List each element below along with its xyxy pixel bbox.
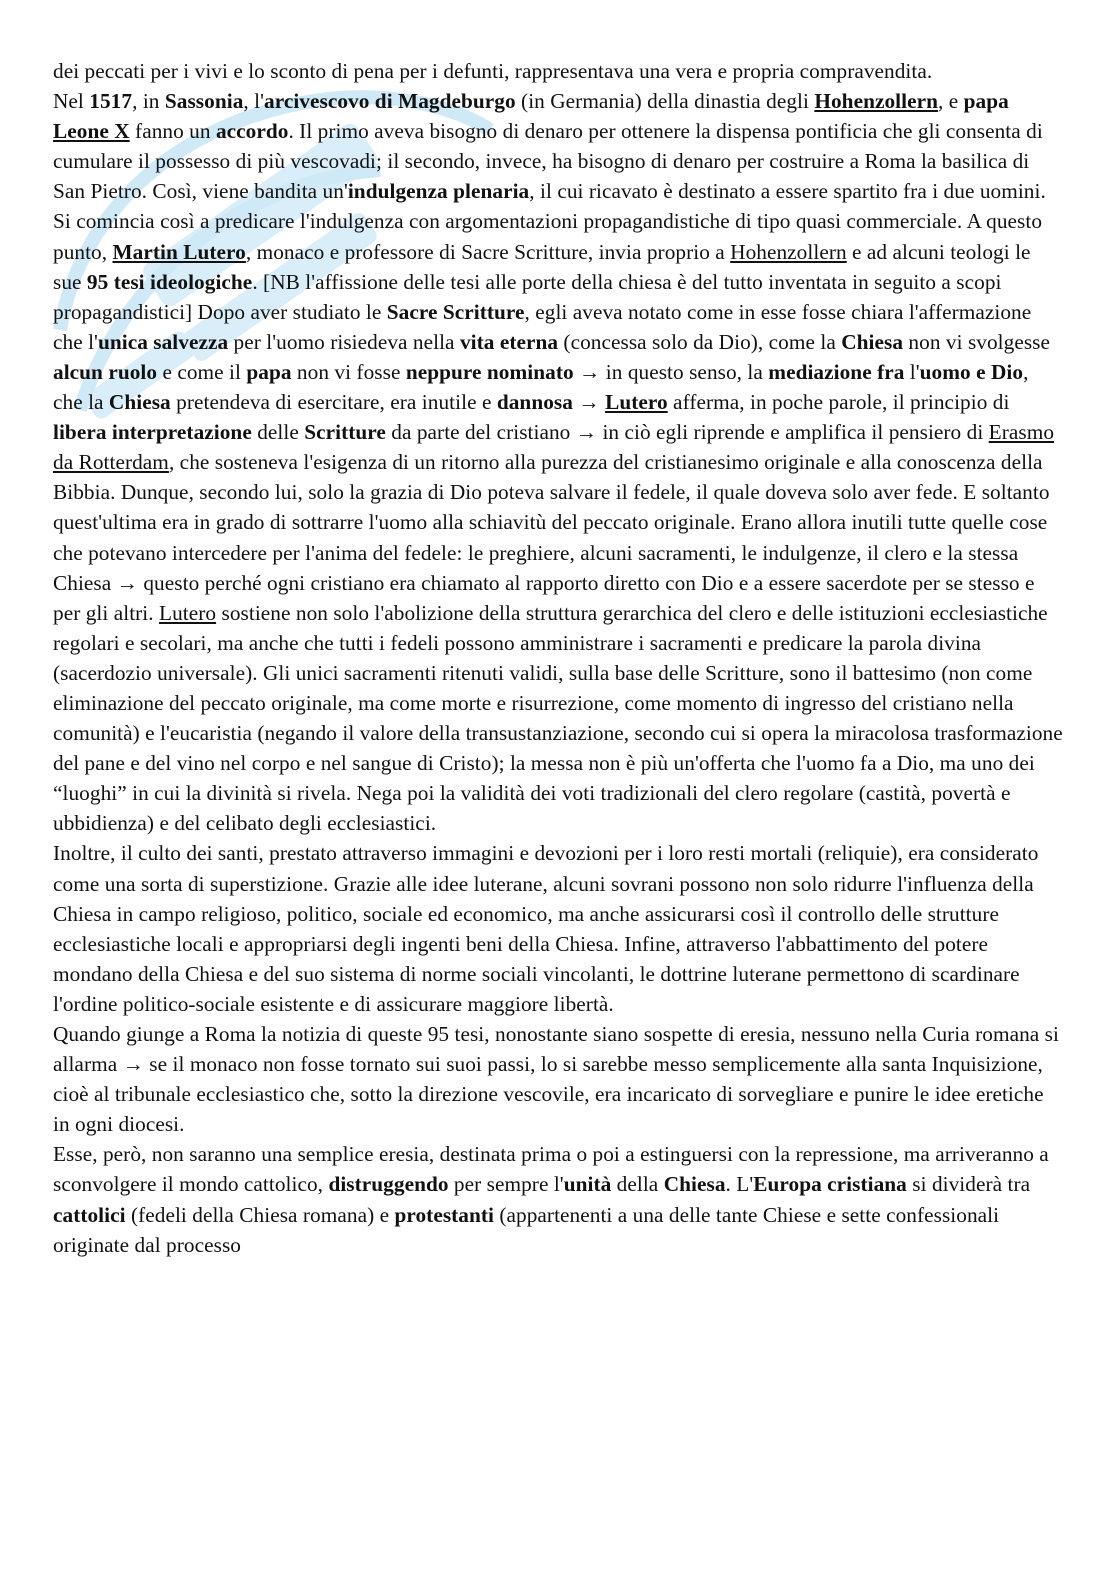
bold-underlined-term: Hohenzollern [814, 89, 938, 114]
text-run: → in questo senso, la [573, 359, 769, 384]
bold-term: vita eterna [459, 329, 559, 354]
text-run: . Il primo aveva bisogno di denaro per ottenere la dispensa pontificia che gli consenta di cumulare il possesso di più vescovadi; il secondo, invece, ha bisogno di denaro per costruire a Roma la basilica di San Pietro. Così, viene bandita un' [53, 119, 1043, 204]
bold-term: neppure nominato [405, 359, 574, 384]
bold-term: Sacre Scritture [386, 299, 525, 324]
bold-term: distruggendo [328, 1172, 449, 1197]
text-run: , l' [243, 89, 265, 114]
text-run: (concessa solo da Dio), come la [558, 329, 842, 354]
text-run: pretendeva di esercitare, era inutile e [170, 390, 497, 415]
bold-underlined-term: Martin Lutero [112, 239, 246, 264]
paragraph [53, 86, 1063, 838]
bold-term: Chiesa [663, 1172, 726, 1197]
bold-term: Scritture [304, 420, 386, 445]
text-run: per l'uomo risiedeva nella [228, 329, 460, 354]
document-body [53, 56, 1063, 1260]
bold-term: protestanti [394, 1202, 495, 1227]
text-run: , egli aveva notato come in esse fosse chiara l'affermazione che l' [53, 299, 1032, 354]
paragraph [53, 1139, 1063, 1259]
text-run: fanno un [129, 119, 216, 144]
bold-term: cattolici [53, 1202, 126, 1227]
text-run: , che sosteneva l'esigenza di un ritorno alla purezza del cristianesimo originale e alla conoscenza della Bibbia. Dunque, secondo lui, solo la grazia di Dio poteva salvare il fedele, il quale doveva solo aver fede. E soltanto quest'ultima era in grado di sottrarre l'uomo alla schiavitù del peccato originale. Erano allora inutili tutte quelle cose che potevano intercedere per l'anima del fedele: le preghiere, alcuni sacramenti, le indulgenze, il clero e la stessa Chiesa → questo perché ogni cristiano era chiamato al rapporto diretto con Dio e a essere sacerdote per se stesso e per gli altri. [53, 450, 1050, 625]
text-run: sostiene non solo l'abolizione della struttura gerarchica del clero e delle istituzioni ecclesiastiche regolari e secolari, ma anche che tutti i fedeli possono amministrare i sacramenti e predicare la parola divina (sacerdozio universale). Gli unici sacramenti ritenuti validi, sulla base delle Scritture, sono il battesimo (non come eliminazione del peccato originale, ma come morte e risurrezione, come momento di ingresso del cristiano nella comunità) e l'eucaristia (negando il valore della transustanziazione, secondo cui si opera la miracolosa trasformazione del pane e del vino nel corpo e nel sangue di Cristo); la messa non è più un'offerta che l'uomo fa a Dio, ma uno dei “luoghi” in cui la divinità si rivela. Nega poi la validità dei voti tradizionali del clero regolare (castità, povertà e ubbidienza) e del celibato degli ecclesiastici. [53, 600, 1063, 836]
bold-term: unica salvezza [97, 329, 229, 354]
text-run: e ad alcuni teologi le sue [53, 239, 1031, 294]
paragraph [53, 56, 1063, 86]
text-run: . [NB l'affissione delle tesi alle porte della chiesa è del tutto inventata in seguito a scopi propagandistici] Dopo aver studiato le [53, 269, 1002, 324]
bold-term: dannosa [496, 390, 573, 415]
bold-term: alcun ruolo [53, 359, 158, 384]
text-run: (appartenenti a una delle tante Chiese e sette confessionali originate dal processo [53, 1202, 1000, 1257]
text-run: Nel [53, 89, 90, 114]
bold-term: libera interpretazione [53, 420, 252, 445]
text-run: , in [132, 89, 165, 114]
text-run: , che la [53, 359, 1029, 415]
text-run: non vi fosse [291, 359, 406, 384]
text-run: non vi svolgesse [903, 329, 1051, 354]
text-run: dei peccati per i vivi e lo sconto di pena per i defunti, rappresentava una vera e propria compravendita. [53, 59, 933, 83]
bold-term: mediazione fra [768, 359, 905, 384]
underlined-term: Lutero [159, 600, 217, 625]
text-run: per sempre l' [448, 1172, 564, 1197]
underlined-term: Erasmo da Rotterdam [53, 420, 1055, 475]
text-run: Inoltre, il culto dei santi, prestato attraverso immagini e devozioni per i loro resti mortali (reliquie), era considerato come una sorta di superstizione. Grazie alle idee luterane, alcuni sovrani possono non solo ridurre l'influenza della Chiesa in campo religioso, politico, sociale ed economico, ma anche assicurarsi così il controllo delle strutture ecclesiastiche locali e appropriarsi degli ingenti beni della Chiesa. Infine, attraverso l'abbattimento del potere mondano della Chiesa e del suo sistema di norme sociali vincolanti, le dottrine luterane permettono di scardinare l'ordine politico-sociale esistente e di assicurare maggiore libertà. [53, 841, 1039, 1016]
bold-term: Chiesa [108, 390, 171, 415]
bold-underlined-term: Leone X [53, 119, 130, 144]
paragraph [53, 838, 1063, 1019]
bold-underlined-term: Lutero [605, 390, 668, 415]
bold-term: Chiesa [841, 329, 904, 354]
text-run: si dividerà tra [906, 1172, 1031, 1197]
text-run: l' [904, 359, 920, 384]
text-run: , il cui ricavato è destinato a essere spartito fra i due uomini. Si comincia così a predicare l'indulgenza con argomentazioni propagandistiche di tipo quasi commerciale. A questo punto, [53, 179, 1046, 264]
bold-term: Europa cristiana [753, 1172, 907, 1197]
bold-term: arcivescovo di Magdeburgo [264, 89, 516, 114]
paragraph [53, 1019, 1063, 1139]
bold-term: unità [563, 1172, 612, 1197]
underlined-term: Hohenzollern [730, 239, 847, 264]
text-run: delle [251, 420, 305, 445]
text-run: afferma, in poche parole, il principio di [667, 390, 1010, 415]
bold-term: uomo e Dio [919, 359, 1024, 384]
bold-term: papa [963, 89, 1009, 114]
bold-term: papa [246, 359, 292, 384]
text-run: Quando giunge a Roma la notizia di queste 95 tesi, nonostante siano sospette di eresia, nessuno nella Curia romana si allarma → se il monaco non fosse tornato sui suoi passi, lo si sarebbe messo semplicemente alla santa Inquisizione, cioè al tribunale ecclesiastico che, sotto la direzione vescovile, era incaricato di sorvegliare e punire le idee eretiche in ogni diocesi. [53, 1022, 1059, 1137]
text-run: (in Germania) della dinastia degli [515, 89, 815, 114]
text-run: della [611, 1172, 664, 1197]
text-run: . L' [725, 1172, 754, 1197]
bold-term: accordo [215, 119, 289, 144]
bold-term: 1517 [89, 89, 133, 114]
bold-term: indulgenza plenaria [347, 179, 530, 204]
text-run: Esse, però, non saranno una semplice eresia, destinata prima o poi a estinguersi con la repressione, ma arriveranno a sconvolgere il mondo cattolico, [53, 1142, 1049, 1197]
text-run: → [572, 390, 606, 415]
text-run: e come il [157, 359, 247, 384]
text-run: , e [938, 89, 964, 114]
bold-term: Sassonia [164, 89, 244, 114]
text-run: , monaco e professore di Sacre Scritture, invia proprio a [245, 239, 731, 264]
text-run: (fedeli della Chiesa romana) e [125, 1202, 395, 1227]
bold-term: 95 tesi ideologiche [86, 269, 253, 294]
text-run: da parte del cristiano → in ciò egli riprende e amplifica il pensiero di [385, 420, 989, 445]
